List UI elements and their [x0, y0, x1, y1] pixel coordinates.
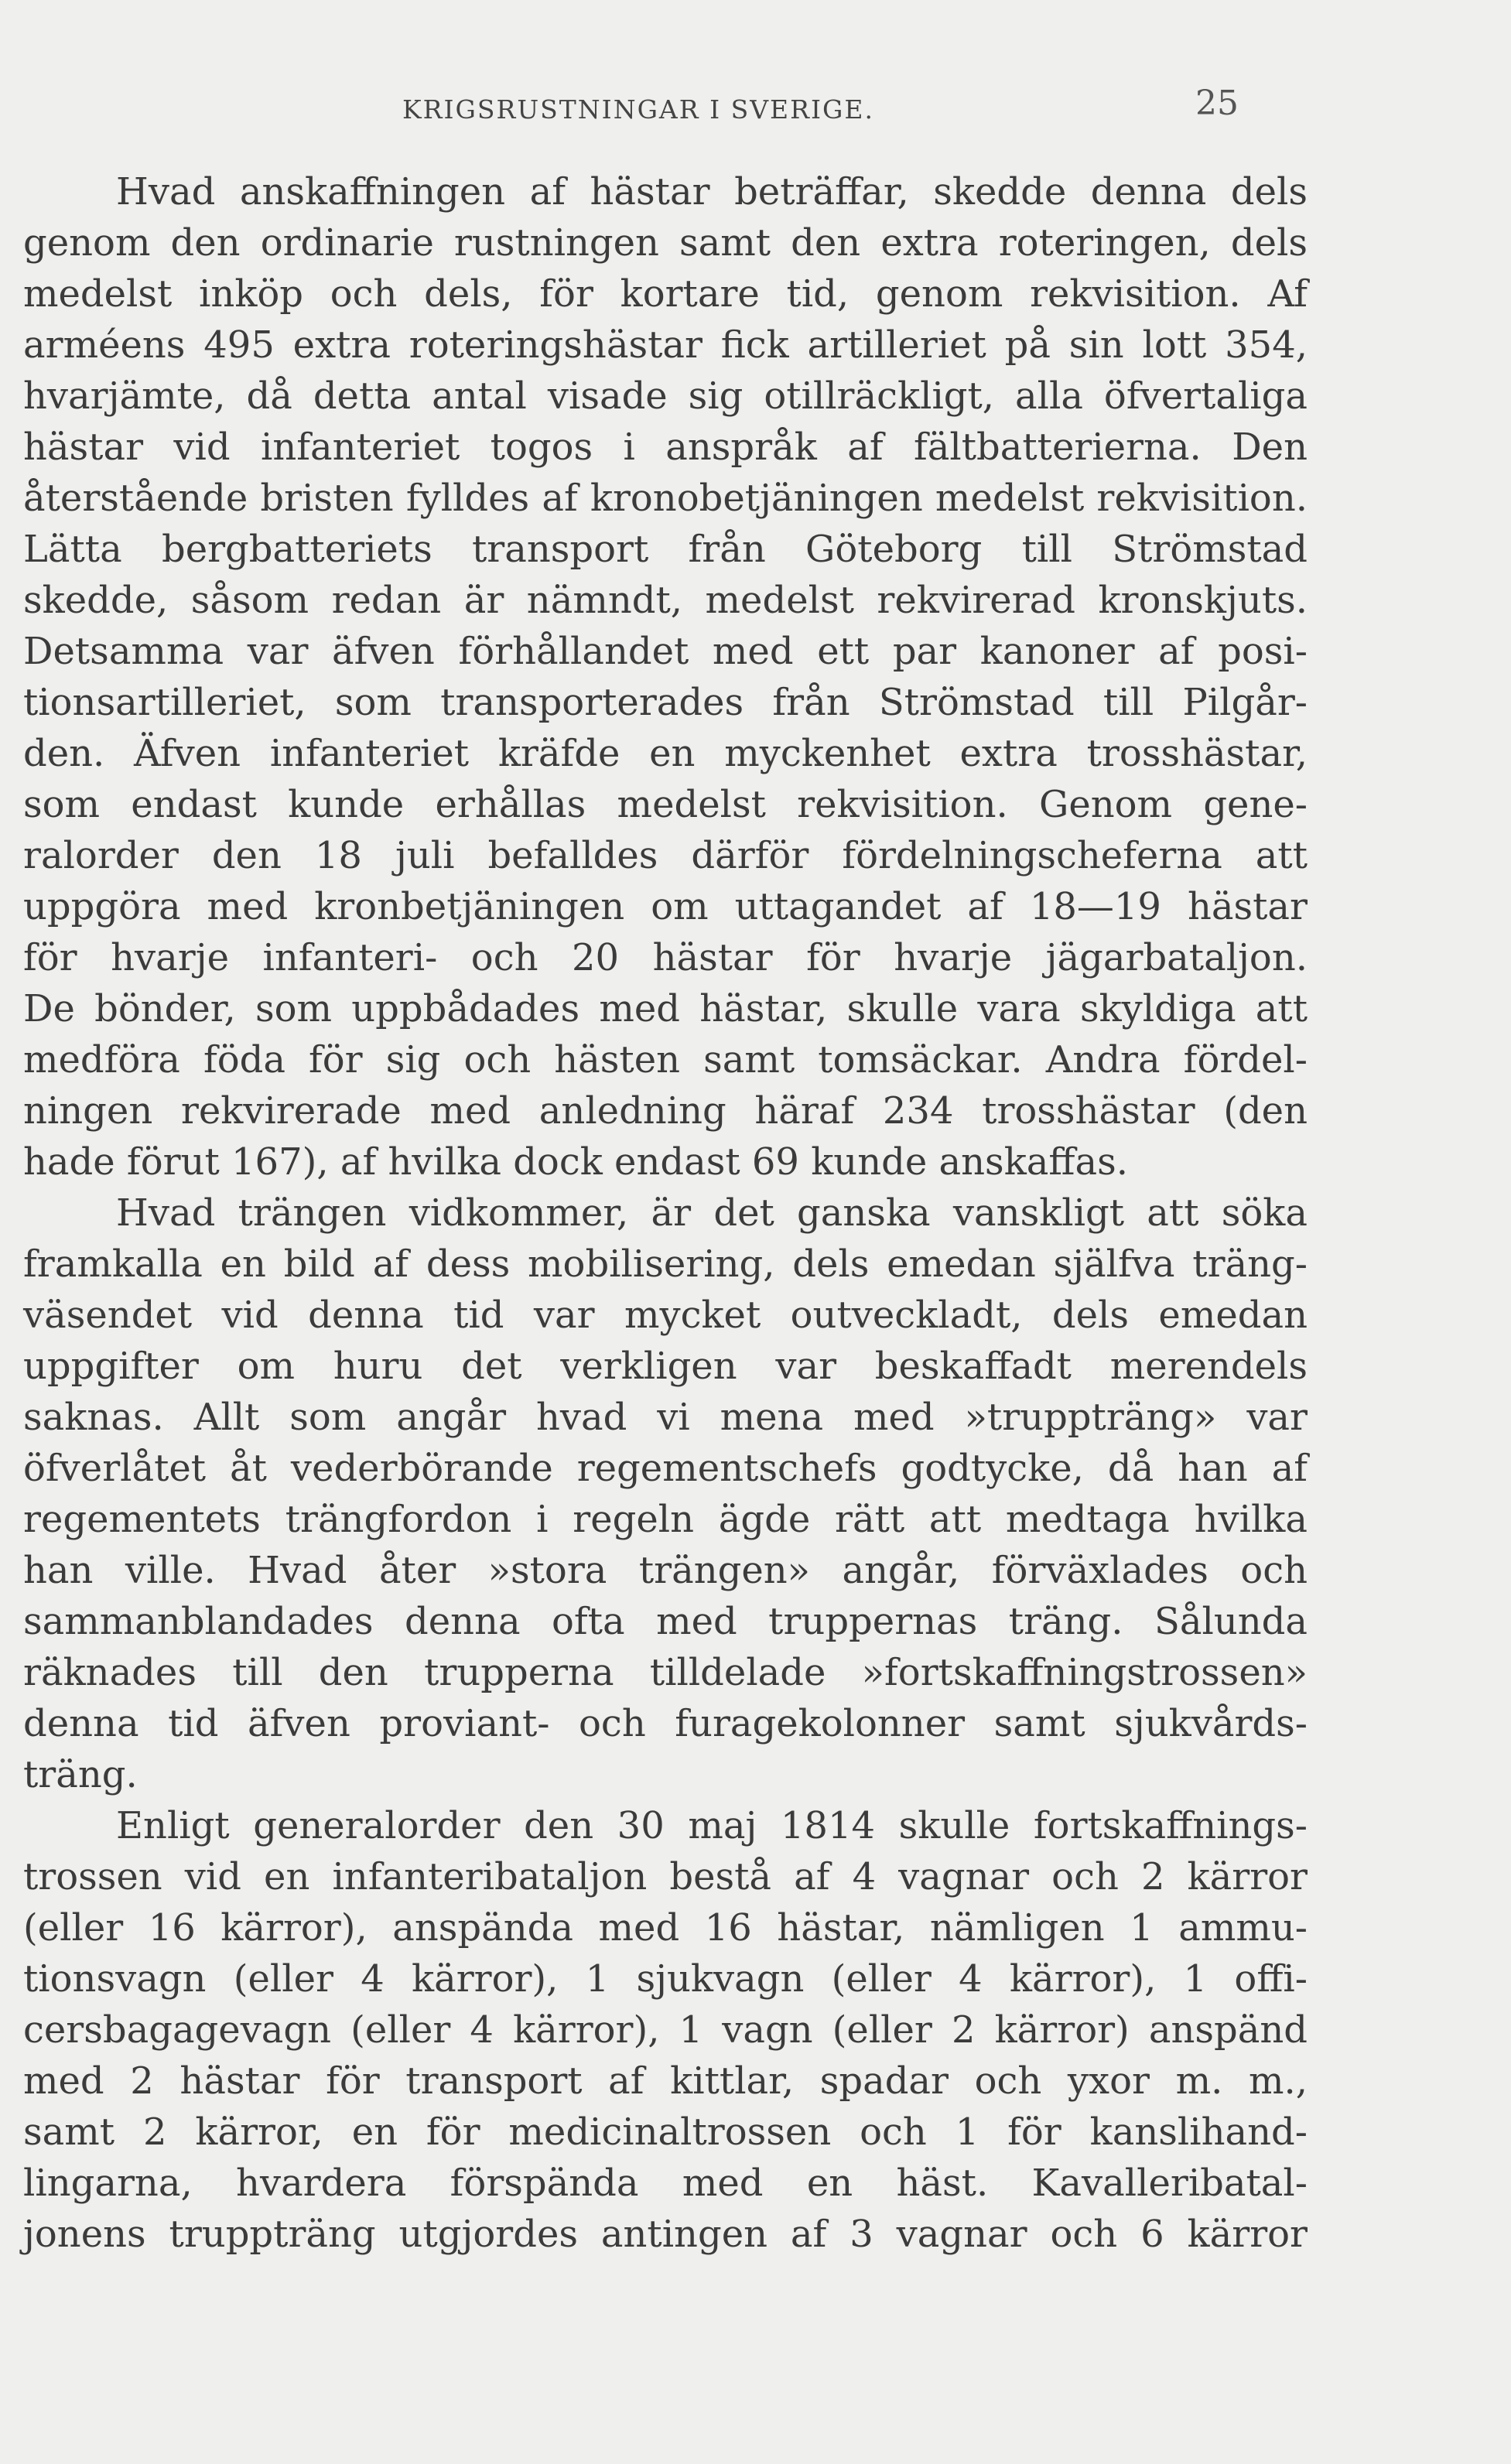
- text-line: som endast kunde erhållas medelst rekvisition. Genom gene-: [23, 783, 1308, 826]
- text-line: återstående bristen fylldes af kronobetjäningen medelst rekvisition.: [23, 477, 1308, 520]
- text-line: ningen rekvirerade med anledning häraf 234 trosshästar (den: [23, 1089, 1308, 1133]
- text-line: medelst inköp och dels, för kortare tid, genom rekvisition. Af: [23, 272, 1308, 316]
- text-line: hästar vid infanteriet togos i anspråk af fältbatterierna. Den: [23, 425, 1308, 469]
- text-line: denna tid äfven proviant- och furagekolonner samt sjukvårds-: [23, 1702, 1308, 1745]
- text-line: lingarna, hvardera förspända med en häst. Kavalleribatal-: [23, 2162, 1308, 2205]
- text-line: den. Äfven infanteriet kräfde en myckenhet extra trosshästar,: [23, 732, 1308, 775]
- text-line: regementets trängfordon i regeln ägde rätt att medtaga hvilka: [23, 1498, 1308, 1541]
- text-line: samt 2 kärror, en för medicinaltrossen och 1 för kanslihand-: [23, 2110, 1308, 2154]
- text-line: Hvad trängen vidkommer, är det ganska vanskligt att söka: [116, 1191, 1308, 1235]
- text-line: uppgifter om huru det verkligen var beskaffadt merendels: [23, 1345, 1308, 1388]
- text-line: medföra föda för sig och hästen samt tomsäckar. Andra fördel-: [23, 1038, 1308, 1082]
- text-line: De bönder, som uppbådades med hästar, skulle vara skyldiga att: [23, 987, 1308, 1030]
- text-line: Lätta bergbatteriets transport från Göteborg till Strömstad: [23, 528, 1308, 571]
- text-line: uppgöra med kronbetjäningen om uttagandet af 18—19 hästar: [23, 885, 1308, 928]
- text-line: saknas. Allt som angår hvad vi mena med »truppträng» var: [23, 1396, 1308, 1439]
- text-line: skedde, såsom redan är nämndt, medelst rekvirerad kronskjuts.: [23, 579, 1308, 622]
- text-line: han ville. Hvad åter »stora trängen» angår, förväxlades och: [23, 1549, 1308, 1592]
- text-line: arméens 495 extra roteringshästar fick artilleriet på sin lott 354,: [23, 323, 1308, 367]
- text-line: väsendet vid denna tid var mycket outveckladt, dels emedan: [23, 1294, 1308, 1337]
- running-title: KRIGSRUSTNINGAR I SVERIGE.: [402, 94, 874, 125]
- text-line: Enligt generalorder den 30 maj 1814 skulle fortskaffnings-: [116, 1804, 1308, 1847]
- text-line: framkalla en bild af dess mobilisering, dels emedan själfva träng-: [23, 1242, 1308, 1286]
- text-line: träng.: [23, 1753, 138, 1796]
- body-text: [23, 166, 1308, 2260]
- text-line: genom den ordinarie rustningen samt den extra roteringen, dels: [23, 221, 1308, 265]
- text-line: sammanblandades denna ofta med truppernas träng. Sålunda: [23, 1600, 1308, 1643]
- text-line: räknades till den trupperna tilldelade »fortskaffningstrossen»: [23, 1651, 1308, 1694]
- text-line: Hvad anskaffningen af hästar beträffar, skedde denna dels: [116, 170, 1308, 214]
- text-line: tionsartilleriet, som transporterades från Strömstad till Pilgår-: [23, 681, 1308, 724]
- text-line: för hvarje infanteri- och 20 hästar för hvarje jägarbataljon.: [23, 936, 1308, 979]
- text-line: tionsvagn (eller 4 kärror), 1 sjukvagn (eller 4 kärror), 1 offi-: [23, 1957, 1308, 2001]
- text-line: (eller 16 kärror), anspända med 16 hästar, nämligen 1 ammu-: [23, 1906, 1308, 1950]
- text-line: med 2 hästar för transport af kittlar, spadar och yxor m. m.,: [23, 2059, 1308, 2103]
- text-line: hade förut 167), af hvilka dock endast 69 kunde anskaffas.: [23, 1140, 1128, 1184]
- text-line: öfverlåtet åt vederbörande regementschefs godtycke, då han af: [23, 1447, 1308, 1490]
- text-line: jonens truppträng utgjordes antingen af 3 vagnar och 6 kärror: [23, 2213, 1308, 2256]
- text-line: ralorder den 18 juli befalldes därför fördelningscheferna att: [23, 834, 1308, 877]
- text-line: Detsamma var äfven förhållandet med ett par kanoner af posi-: [23, 630, 1308, 673]
- text-line: trossen vid en infanteribataljon bestå af 4 vagnar och 2 kärror: [23, 1855, 1308, 1898]
- page-number: 25: [1195, 84, 1239, 123]
- text-line: cersbagagevagn (eller 4 kärror), 1 vagn (eller 2 kärror) anspänd: [23, 2008, 1308, 2052]
- text-line: hvarjämte, då detta antal visade sig otillräckligt, alla öfvertaliga: [23, 374, 1308, 418]
